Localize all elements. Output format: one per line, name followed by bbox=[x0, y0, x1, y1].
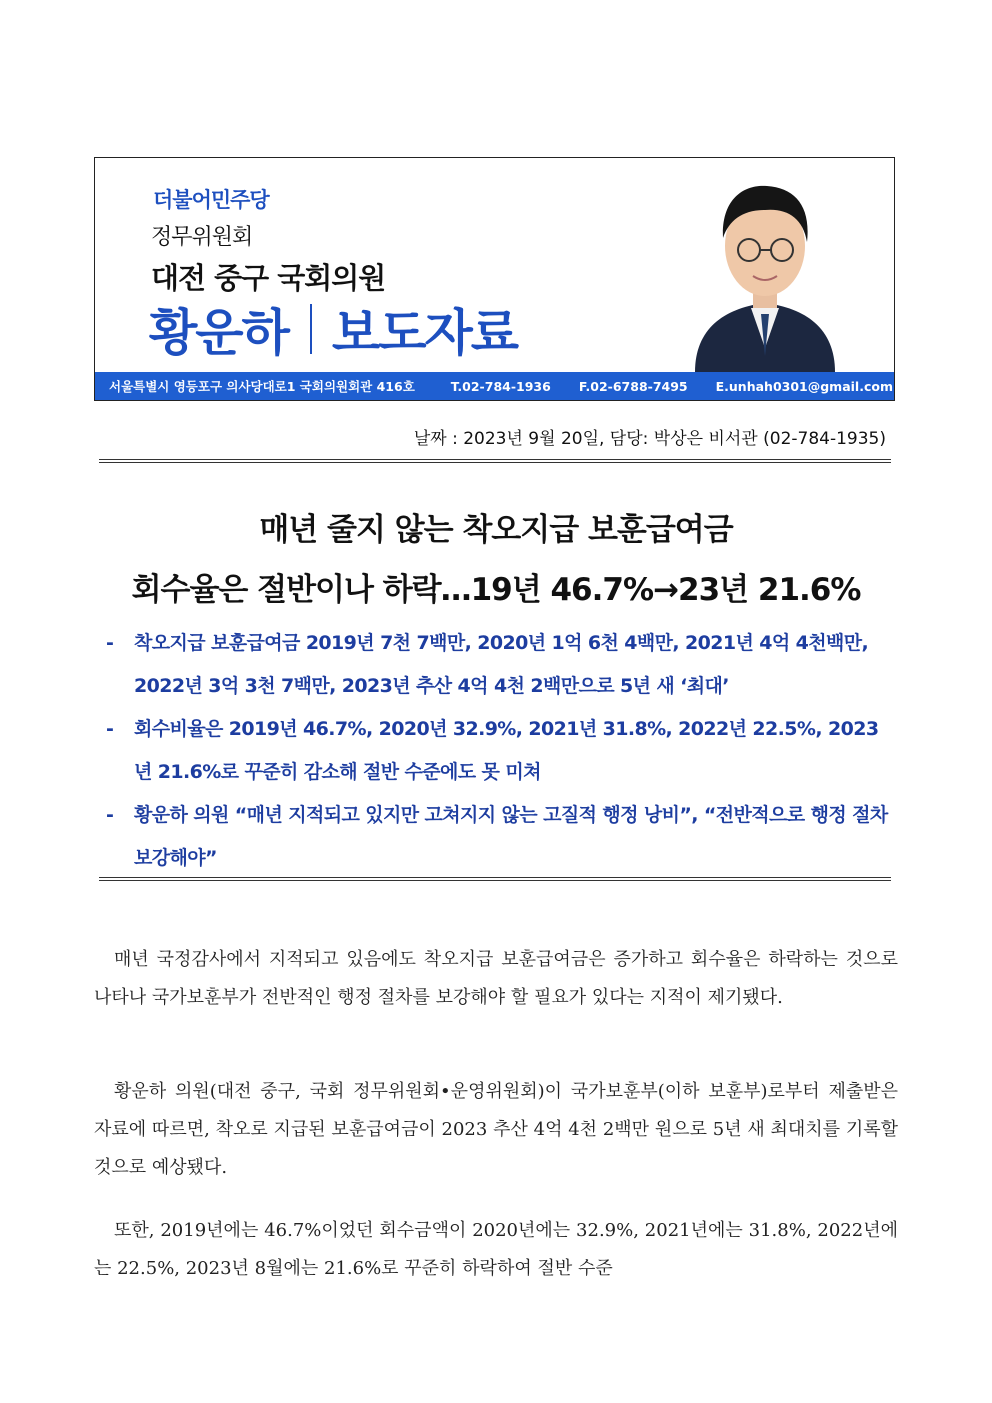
office-email: E.unhah0301@gmail.com bbox=[715, 378, 893, 394]
bullet-text: 회수비율은 2019년 46.7%, 2020년 32.9%, 2021년 31.8%, 2022년 22.5%, 2023년 21.6%로 꾸준히 감소해 절반 수준에도 못 미쳐 bbox=[134, 718, 879, 783]
name-row bbox=[149, 296, 517, 362]
bullet-text: 착오지급 보훈급여금 2019년 7천 7백만, 2020년 1억 6천 4백만, 2021년 4억 4천백만, 2022년 3억 3천 7백만, 2023년 추산 4억 4천 2백만으로 5년 새 ‘최대’ bbox=[134, 632, 869, 697]
summary-bullet bbox=[106, 708, 888, 794]
summary-bullets bbox=[106, 622, 888, 880]
bullet-text: 황운하 의원 “매년 지적되고 있지만 고쳐지지 않는 고질적 행정 낭비”, “전반적으로 행정 절차 보강해야” bbox=[134, 804, 888, 869]
body-paragraph bbox=[94, 1212, 898, 1288]
party-logo-text: 더불어민주당 bbox=[153, 188, 269, 212]
paragraph-text: 매년 국정감사에서 지적되고 있음에도 착오지급 보훈급여금은 증가하고 회수율은 하락하는 것으로 나타나 국가보훈부가 전반적인 행정 절차를 보강해야 할 필요가 있다는 지적이 제기됐다. bbox=[94, 949, 898, 1008]
headline-line-2: 회수율은 절반이나 하락…19년 46.7%→23년 21.6% bbox=[131, 572, 861, 608]
top-divider bbox=[99, 459, 891, 463]
dateline: 날짜 : 2023년 9월 20일, 담당: 박상은 비서관 (02-784-1935) bbox=[413, 429, 886, 449]
office-fax: F.02-6788-7495 bbox=[578, 378, 688, 394]
document-type: 보도자료 bbox=[331, 304, 518, 362]
bottom-divider bbox=[99, 877, 891, 881]
divider bbox=[310, 304, 312, 354]
body-paragraph bbox=[94, 941, 898, 1017]
headline-line-1: 매년 줄지 않는 착오지급 보훈급여금 bbox=[259, 512, 733, 548]
bullet-dash: - bbox=[106, 718, 114, 740]
body-paragraph bbox=[94, 1073, 898, 1187]
summary-bullet bbox=[106, 622, 888, 708]
committee-label: 정무위원회 bbox=[151, 225, 253, 250]
bullet-dash: - bbox=[106, 632, 114, 654]
representative-title: 대전 중구 국회의원 bbox=[151, 261, 386, 295]
portrait-photo bbox=[655, 158, 875, 372]
office-phone: T.02-784-1936 bbox=[450, 378, 551, 394]
paragraph-text: 황운하 의원(대전 중구, 국회 정무위원회•운영위원회)이 국가보훈부(이하 보훈부)로부터 제출받은 자료에 따르면, 착오로 지급된 보훈급여금이 2023 추산 4억 4천 2백만 원으로 5년 새 최대치를 기록할 것으로 예상됐다. bbox=[94, 1081, 898, 1178]
press-release-banner bbox=[94, 157, 895, 401]
bullet-dash: - bbox=[106, 804, 114, 826]
contact-bar bbox=[95, 372, 894, 400]
office-address: 서울특별시 영등포구 의사당대로1 국회의원회관 416호 bbox=[109, 379, 415, 394]
paragraph-text: 또한, 2019년에는 46.7%이었던 회수금액이 2020년에는 32.9%, 2021년에는 31.8%, 2022년에는 22.5%, 2023년 8월에는 21.6%로 꾸준히 하락하여 절반 수준 bbox=[94, 1220, 898, 1279]
summary-bullet bbox=[106, 794, 888, 880]
representative-name: 황운하 bbox=[149, 304, 288, 362]
